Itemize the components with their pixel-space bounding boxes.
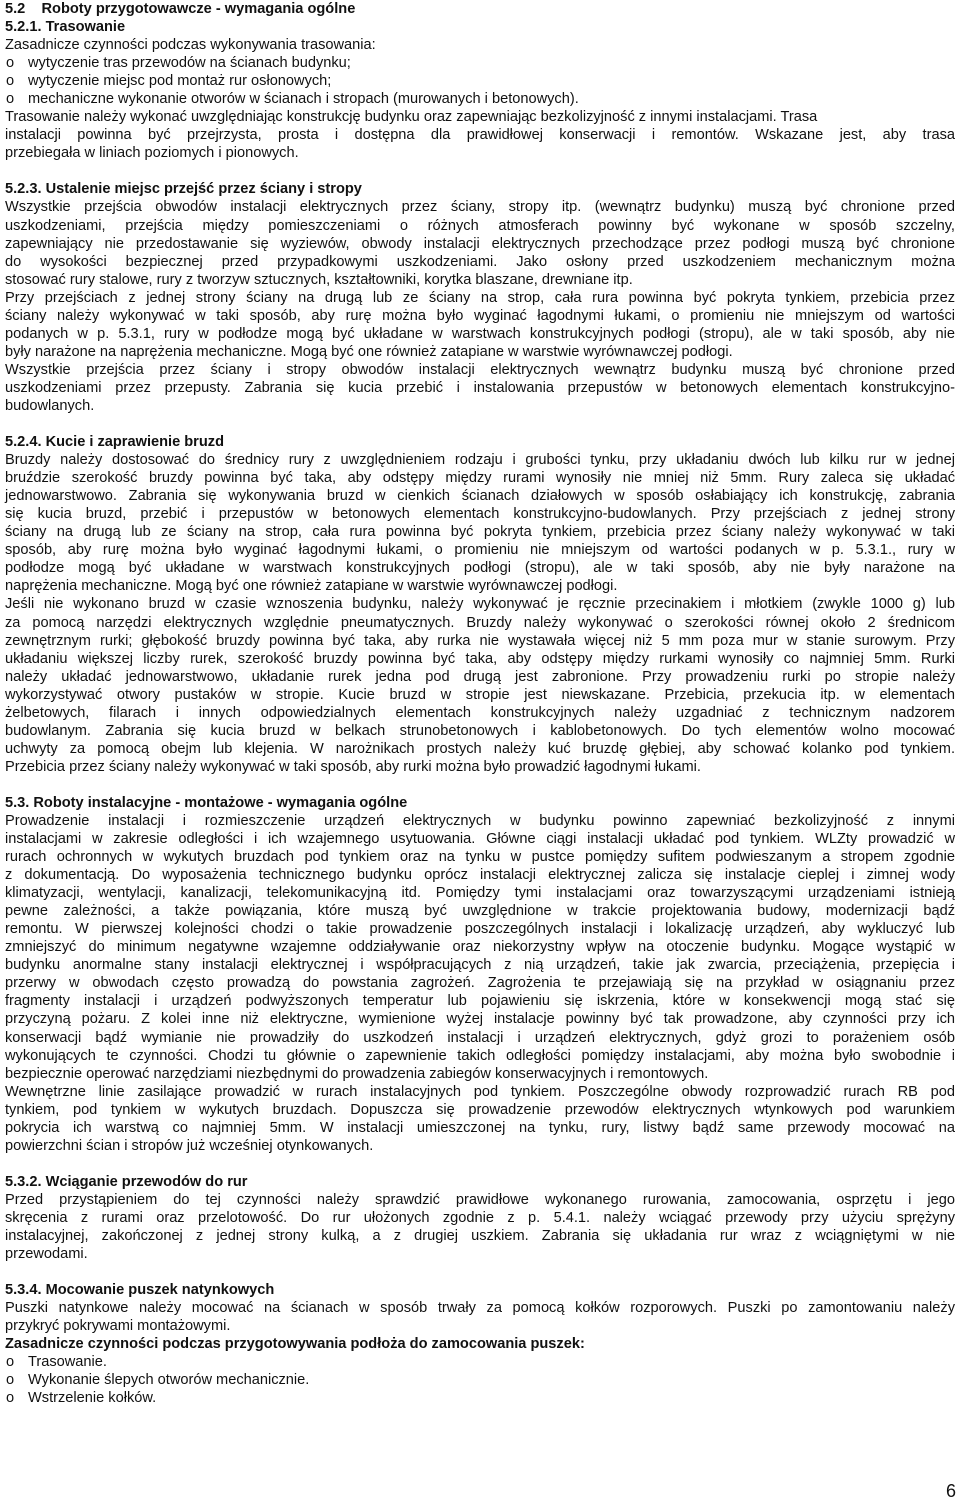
paragraph-line: bruździe szerokość bruzdy powinna być taka, aby odstępy między rurami wynosiły nie mniej niż 5mm. Rury zaleca się układać <box>5 470 955 487</box>
paragraph-line: Wszystkie przejścia przez ściany i stropy obwodów instalacji elektrycznych wewnątrz budynku muszą być chronione przed <box>5 361 955 378</box>
paragraph-line: konserwacji bądź wymianie nie prowadziły do uszkodzeń instalacji i urządzeń elektrycznych, gdyż grozi to porażeniem osób <box>5 1029 955 1046</box>
paragraph-line: uszkodzeniami przez przepusty. Zabrania się kucia przebić i instalowania przepustów w betonowych elementach konstrukcyjno- <box>5 379 955 396</box>
paragraph-line: Trasowanie należy wykonać uwzględniając konstrukcję budynku oraz zapewniając bezkolizyjność z innymi instalacjami. Trasa <box>5 109 818 126</box>
paragraph-line: skręcenia z rurami oraz przelotowość. Do rur ułożonych zgodnie z p. 5.4.1. należy wciągać przewody przy użyciu sprężyny <box>5 1209 955 1226</box>
page-number: 6 <box>945 1481 956 1501</box>
paragraph-line: Przebicia przez ściany należy wykonywać w taki sposób, aby rurki można było prowadzić łagodnymi łukami. <box>5 758 701 775</box>
paragraph-line: Puszki natynkowe należy mocować na ścianach w sposób trwały za pomocą kołków rozporowych. Puszki po zamontowaniu należy <box>5 1300 955 1317</box>
subsection-heading-5-2-1: 5.2.1. Trasowanie <box>5 19 126 36</box>
list-item <box>5 1389 955 1407</box>
list-bullet: o <box>6 73 15 90</box>
list-bullet: o <box>6 1390 15 1407</box>
paragraph-line: Przy przejściach z jednej strony ściany na drugą lub ze ściany na strop, cała rura powinna być pokryta tynkiem, przebicia przez <box>5 289 955 306</box>
paragraph-line: wykonujących te czynności. Chodzi tu głównie o zapewnienie takich odległości pomiędzy instalacjami, aby można było swobodnie i <box>5 1047 955 1064</box>
list-item <box>5 1371 955 1389</box>
paragraph-line: ściany należy wykonywać w taki sposób, aby rurę można było wyginać łagodnymi łukami, o promieniu nie mniejszym od wartości <box>5 307 955 324</box>
paragraph-line: z dokumentacją. Do wyposażenia technicznego budynku oprócz instalacji elektrycznej zalicza się instalacje cieplej i zimnej wody <box>5 867 955 884</box>
paragraph-line: Zasadnicze czynności podczas wykonywania trasowania: <box>5 37 376 54</box>
list-item <box>5 54 955 72</box>
paragraph-line: przewodami. <box>5 1246 88 1263</box>
subsection-heading-5-3-2: 5.3.2. Wciąganie przewodów do rur <box>5 1173 248 1190</box>
paragraph-line: ściany na drugą lub ze ściany na strop, cała rura powinna być pokryta tynkiem, przebicia przez ściany należy wykonywać w taki <box>5 524 955 541</box>
paragraph-line: rurach ochronnych w wykutych bruzdach pod tynkiem oraz na tynku w pustce pomiędzy sufitem podwieszanym a stropem zgodnie <box>5 849 955 866</box>
list-item <box>5 1353 955 1371</box>
spacer <box>5 1263 955 1281</box>
paragraph-line: fragmenty instalacji i urządzeń podwyższonych temperatur lub pojawieniu się iskrzenia, które w konsekwencji mogą stać się <box>5 993 955 1010</box>
spacer <box>5 162 955 180</box>
list-item-text: Wstrzelenie kołków. <box>28 1390 157 1407</box>
paragraph-line: bezpiecznie operować narzędziami niezbędnymi do prowadzenia zabiegów konserwacyjnych i remontowych. <box>5 1065 709 1082</box>
paragraph-line: należy układać jednowarstwowo, układanie rurek jedna pod drugą jest zabronione. Przy prowadzeniu rurki po stropie należy <box>5 668 955 685</box>
paragraph-line: podłodze mogą być układane w warstwach konstrukcyjnych podłogi (stropu), ale w taki sposób, aby nie były narażone na <box>5 560 955 577</box>
paragraph-line: Prowadzenie instalacji i rozmieszczenie urządzeń elektrycznych w budynku powinno zapewniać bezkolizyjność z innymi <box>5 812 955 829</box>
subsection-heading-5-2-3: 5.2.3. Ustalenie miejsc przejść przez ściany i stropy <box>5 181 362 198</box>
paragraph-line: przerwy w obwodach często prowadzą do powstania zagrożeń. Zagrożenia te przejawiają się na przykład w osiągnaniu przez <box>5 975 955 992</box>
paragraph-line: zmniejszyć do minimum negatywne wzajemne oddziaływanie oraz niekorzystny wpływ na otoczenie budynku. Mogące wystąpić w <box>5 939 955 956</box>
list-item <box>5 90 955 108</box>
paragraph-line: tynkiem, pod tynkiem w wykutych bruzdach. Dopuszcza się prowadzenie przewodów elektrycznych wtynkowych pod warunkiem <box>5 1101 955 1118</box>
paragraph-line: naprężenia mechaniczne. Mogą być one również zatapiane w warstwie wyrównawczej podłogi. <box>5 578 618 595</box>
paragraph-line: instalacjami w zakresie odległości i ich wzajemnego usytuowania. Główne ciągi instalacji układać pod tynkiem. WLZty prowadzić w <box>5 831 955 848</box>
list-bullet: o <box>6 1354 15 1371</box>
document-page <box>5 0 955 1407</box>
paragraph-line: Przed przystąpieniem do tej czynności należy sprawdzić prawidłowe wykonanego rurowania, zamocowania, osprzętu i jego <box>5 1191 955 1208</box>
paragraph-line: uszkodzeniami, przejścia między pomieszczeniami o różnych atmosferach powinny być wykonane w sposób szczelny, <box>5 217 955 234</box>
paragraph-line: instalacyjnej, zakończonej z jednej strony kulką, a z drugiej uszkiem. Zabrania się układania rur wraz z wciągniętymi w nie <box>5 1228 955 1244</box>
paragraph-line: Wewnętrzne linie zasilające prowadzić w rurach instalacyjnych pod tynkiem. Poszczególne obwody rozprowadzić rurach RB pod <box>5 1083 955 1100</box>
spacer <box>5 415 955 433</box>
paragraph-line: wykorzystywać otwory pustaków w stropie. Kucie bruzd w stropie jest niewskazane. Przebicia, przekucia itp. w elementach <box>5 686 955 703</box>
paragraph-line: budynku anormalne stany instalacji elektrycznej i współpracujących z nią urządzeń, takie jak zwarcia, przeciążenia, przepięcia i <box>5 957 955 974</box>
paragraph-line: budowlanych. <box>5 397 95 414</box>
paragraph-line: budowlanym. Zabrania się kucia bruzd w belkach strunobetonowych i kablobetonowych. Do tych elementów wolno mocować <box>5 722 955 739</box>
paragraph-line: sposób, aby rurę można było wyginać łagodnymi łukami, o promieniu nie mniejszym od wartości podanych w p. 5.3.1., rury w <box>5 542 955 559</box>
list-item-text: mechaniczne wykonanie otworów w ścianach i stropach (murowanych i betonowych). <box>28 91 579 108</box>
paragraph-line: pokrycia ich warstwą co najmniej 5mm. W instalacji umieszczonej na tynku, rury, listwy bądź same przewody mocować na <box>5 1119 955 1136</box>
section-heading-5-3: 5.3. Roboty instalacyjne - montażowe - wymagania ogólne <box>5 794 408 811</box>
subsection-heading-5-3-4: 5.3.4. Mocowanie puszek natynkowych <box>5 1282 275 1299</box>
paragraph-line: przykryć pokrywami montażowymi. <box>5 1318 231 1335</box>
list-item-text: wytyczenie tras przewodów na ścianach budynku; <box>28 55 351 72</box>
list-bullet: o <box>6 1372 15 1389</box>
paragraph-line: były narażone na naprężenia mechaniczne. Mogą być one również zatapiane w warstwie wyrównawczej podłogi. <box>5 343 733 360</box>
paragraph-line: remontu. W pierwszej kolejności chodzi o takie prowadzenie poszczególnych instalacji i lokalizację urządzeń, aby wykluczyć lub <box>5 921 955 938</box>
paragraph-line: układaniu większej liczby rurek, szerokość bruzdy powinna być taka, aby odstępy między rurkami wynosiły co najmniej 5mm. Rurki <box>5 650 955 667</box>
spacer <box>5 1155 955 1173</box>
paragraph-line: Bruzdy należy dostosować do średnicy rury z uwzględnieniem rodzaju i grubości tynku, przy układaniu dwóch lub kilku rur w jednej <box>5 452 955 469</box>
list-item <box>5 72 955 90</box>
paragraph-line: pewne zależności, a także powiązania, które muszą być uwzględnione w trakcie projektowania budowy, modernizacji bądź <box>5 903 955 920</box>
paragraph-line: powierzchni ścian i stropów już wcześniej otynkowanych. <box>5 1137 374 1154</box>
list-item-text: Trasowanie. <box>28 1354 107 1371</box>
list-item-text: wytyczenie miejsc pod montaż rur osłonowych; <box>28 73 332 90</box>
paragraph-line: Wszystkie przejścia obwodów instalacji elektrycznych przez ściany, stropy itp. (wewnątrz budynku) muszą być chronione przed <box>5 199 955 216</box>
paragraph-line: uchwyty za pomocą obejm lub klejenia. W narożnikach prostych należy kuć bruzdę głębiej, aby schować kolanko pod tynkiem. <box>5 740 955 757</box>
paragraph-line: się kucia bruzd, przebić i przepustów w betonowych elementach konstrukcyjno-budowlanych. Przy przejściach z jednej strony <box>5 506 955 523</box>
list-bullet: o <box>6 55 15 72</box>
paragraph-line: żelbetowych, filarach i innych odpowiedzialnych elementach konstrukcyjnych należy uzgadniać z technicznym nadzorem <box>5 704 955 721</box>
list-heading: Zasadnicze czynności podczas przygotowywania podłoża do zamocowania puszek: <box>5 1336 585 1353</box>
paragraph-line: do wysokości bezpiecznej przed przypadkowymi uszkodzeniami. Jako osłony przed uszkodzeniem mechanicznym można <box>5 253 955 270</box>
paragraph-line: klimatyzacji, wentylacji, kanalizacji, telekomunikacyjną itd. Pomiędzy tymi instalacjami oraz towarzyszącymi urządzeniami istnieją <box>5 885 955 902</box>
paragraph-line: jednowarstwowo. Zabrania się wykonywania bruzd w cienkich ścianach działowych w sposób osłabiający ich konstrukcję, zabrania <box>5 488 955 505</box>
paragraph-line: przyczyną pożaru. Z kolei inne niż elektryczne, wymienione wyżej instalacje powinny być tak prowadzone, aby czynności przy ich <box>5 1011 955 1028</box>
subsection-heading-5-2-4: 5.2.4. Kucie i zaprawienie bruzd <box>5 434 224 451</box>
paragraph-line: instalacji powinna być przejrzysta, prosta i dostępna dla prawidłowej konserwacji i remontów. Wskazane jest, aby trasa <box>5 127 955 144</box>
paragraph-line: zapewniający nie przedostawanie się wyziewów, obwody instalacji elektrycznych przechodzące przez podłogi muszą być chronione <box>5 235 955 252</box>
spacer <box>5 776 955 794</box>
paragraph-line: Jeśli nie wykonano bruzd w czasie wznoszenia budynku, należy wykonywać je ręcznie przecinakiem i młotkiem (zwykle 1000 g) lub <box>5 596 955 613</box>
list-item-text: Wykonanie ślepych otworów mechanicznie. <box>28 1372 310 1389</box>
paragraph-line: zewnętrznym rurki; głębokość bruzdy powinna być taka, aby rurka nie wystawała więcej niż 5 mm poza mur w stanie surowym. Przy <box>5 632 955 649</box>
paragraph-line: przebiegała w liniach poziomych i pionowych. <box>5 145 299 162</box>
paragraph-line: podanych w p. 5.3.1, rury w podłodze mogą być układane w warstwach konstrukcyjnych podłogi (stropu), ale w taki sposób, aby nie <box>5 325 955 342</box>
list-bullet: o <box>6 91 15 108</box>
section-heading-5-2: 5.2 Roboty przygotowawcze - wymagania ogólne <box>5 1 356 17</box>
paragraph-line: za pomocą narzędzi elektrycznych względnie pneumatycznych. Bruzdy należy wykonywać o szerokości równej około 2 średnicom <box>5 614 955 631</box>
paragraph-line: stosować rury stalowe, rury z tworzyw sztucznych, kształtowniki, korytka blaszane, drewniane itp. <box>5 271 633 288</box>
